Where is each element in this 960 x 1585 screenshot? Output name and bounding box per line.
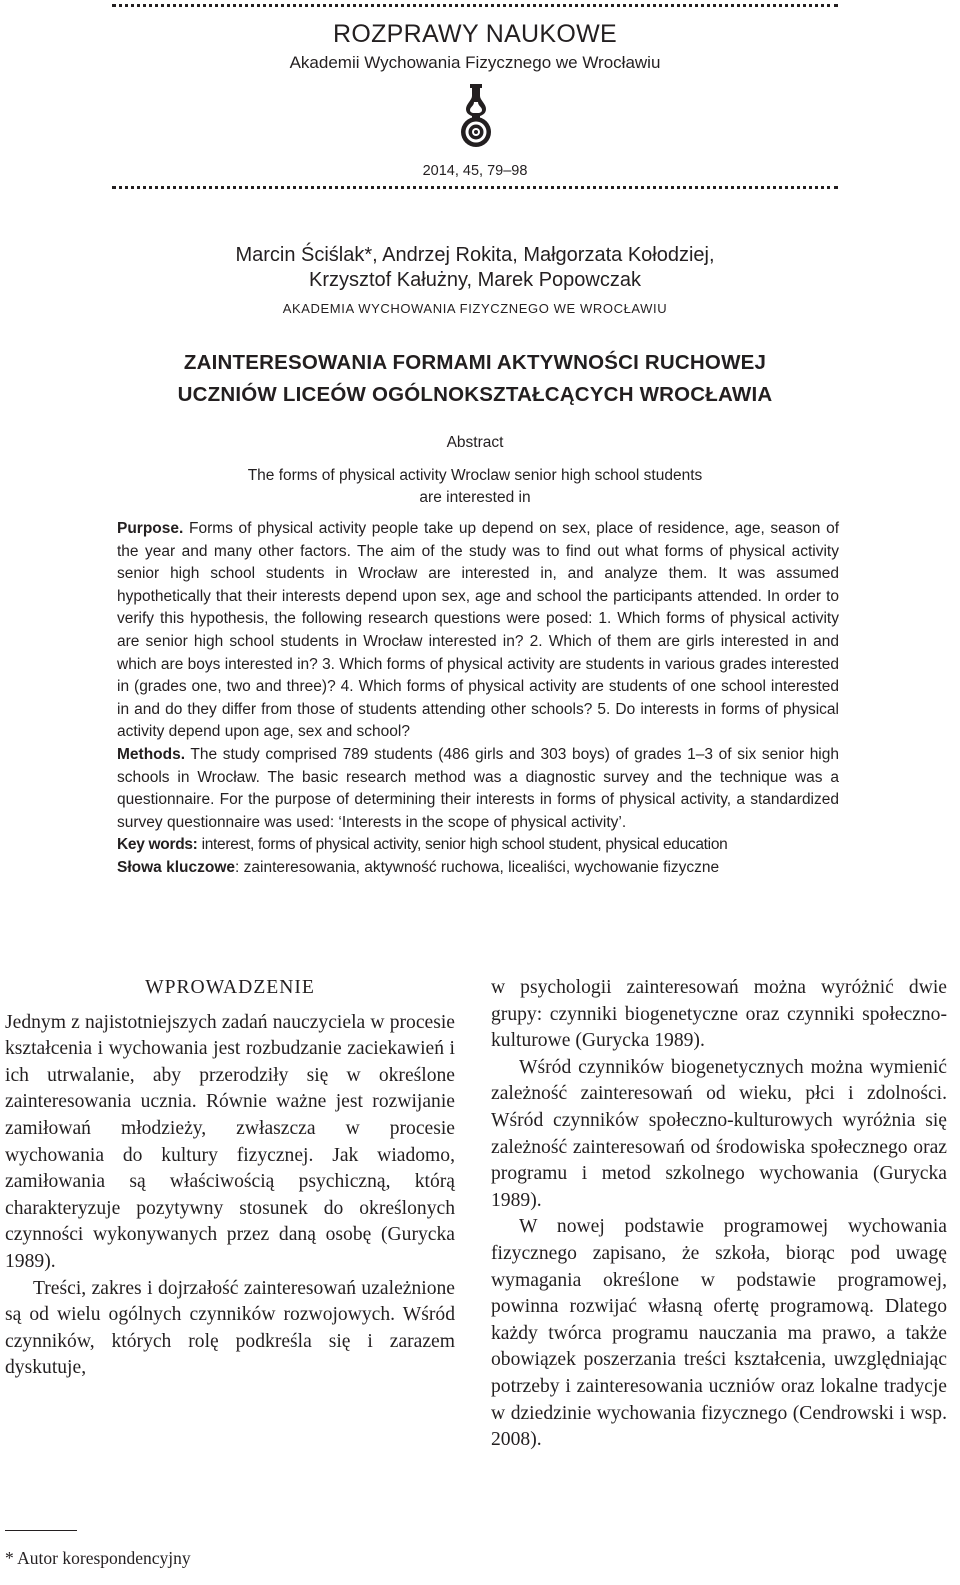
body-column-left [5,975,455,1382]
abstract-methods [117,744,839,834]
methods-label: Methods. [117,745,186,763]
methods-text: The study comprised 789 students (486 girls and 303 boys) of grades 1–3 of six senior high schools in Wrocław. The basic research method was a diagnostic survey and the technique was a questionnaire. For the purpose of determining their interests in forms of physical activity, a standardized survey questionnaire was used: ‘Interests in the scope of physical activity’. [117,745,839,831]
abstract-title-line-1: The forms of physical activity Wroclaw senior high school students [247,467,703,484]
abstract-purpose [117,518,839,744]
title-line-2: UCZNIÓW LICEÓW OGÓLNOKSZTAŁCĄCYCH WROCŁAWIA [177,383,773,406]
affiliation: AKADEMIA WYCHOWANIA FIZYCZNEGO WE WROCŁAWIU [282,301,668,316]
top-dotted-rule [112,4,838,7]
keywords-pl [117,857,839,880]
author-line-1: Marcin Ściślak*, Andrzej Rokita, Małgorzata Kołodziej, [235,244,715,266]
mid-dotted-rule [112,186,838,189]
abstract-english-title [112,465,838,509]
keywords-pl-label: Słowa kluczowe [117,858,236,876]
body-paragraph: Treści, zakres i dojrzałość zainteresowań uzależnione są od wielu ogólnych czynników rozwojowych. Wśród czynników, których rolę podkreśla się i zarazem dyskutuje, [5,1277,455,1379]
body-paragraph: W nowej podstawie programowej wychowania fizycznego zapisano, że szkoła, biorąc pod uwagę wymagania określone w podstawie programowej, powinna rozwijać własną ofertę programową. Dlatego każdy twórca programu nauczania ma prawo, a także obowiązek poszerzania treści kształcenia, uwzględniając potrzeby i zainteresowania uczniów oraz lokalne tradycje w dziedzinie wychowania fizycznego (Cendrowski i wsp. 2008). [491,1216,947,1451]
body-paragraph: w psychologii zainteresowań można wyróżnić dwie grupy: czynniki biogenetyczne oraz czynniki społeczno-kulturowe (Gurycka 1989). [491,977,947,1052]
author-list [112,243,838,293]
keywords-label: Key words: [117,836,198,854]
body-column-right [491,975,947,1454]
awf-logo-icon [456,82,496,148]
purpose-text: Forms of physical activity people take up depend on sex, place of residence, age, season of the year and many other factors. The aim of the study was to find out what forms of physical activity senior high school students in Wrocław are interested in, and analyze them. It was assumed hypothetically that their interests depend upon sex, age and school the participants attended. In order to verify this hypothesis, the following research questions were posed: 1. Which forms of physical activity are senior high school students in Wrocław interested in? 2. Which of them are girls interested in and which are boys interested in? 3. Which forms of physical activity are students in various grades interested in (grades one, two and three)? 4. Which forms of physical activity are students of one school interested in and do they differ from those of students attending other schools? 5. Do interests in forms of physical activity depend upon age, sex and school? [117,520,839,741]
issue-citation: 2014, 45, 79–98 [422,163,528,179]
abstract-title-line-2: are interested in [419,489,531,506]
section-heading: WPROWADZENIE [145,977,315,998]
keywords-text: interest, forms of physical activity, senior high school student, physical education [197,836,728,854]
footnote-rule [5,1530,77,1531]
body-paragraph: Wśród czynników biogenetycznych można wymienić zależność zainteresowań od wieku, płci i zdolności. Wśród czynników społeczno-kulturowych wyróżnia się zależność zainteresowań od środowiska społecznego oraz programu i metod szkolnego wychowania (Gurycka 1989). [491,1056,947,1211]
journal-title: ROZPRAWY NAUKOWE [333,20,617,48]
keywords-pl-text: : zainteresowania, aktywność ruchowa, licealiści, wychowanie fizyczne [235,858,720,876]
purpose-label: Purpose. [117,520,184,537]
author-line-2: Krzysztof Kałużny, Marek Popowczak [309,269,641,291]
article-title [112,347,838,411]
abstract-label: Abstract [446,434,504,451]
body-paragraph: Jednym z najistotniejszych zadań nauczyciela w procesie kształcenia i wychowania jest rozbudzanie zaciekawień i ich utrwalanie, aby przerodziły się w określone zainteresowania ucznia. Równie ważne jest rozwijanie zamiłowań młodzieży, zwłaszcza w procesie wychowania do kultury fizycznej. Jak wiadomo, zamiłowania są właściwością psychiczną, którą charakteryzuje pozytywny stosunek do określonych czynności wykonywanych przez daną osobę (Gurycka 1989). [5,1011,455,1272]
abstract-body [117,518,839,880]
footnote: * Autor korespondencyjny [5,1548,191,1568]
keywords-en [117,834,839,857]
title-line-1: ZAINTERESOWANIA FORMAMI AKTYWNOŚCI RUCHOWEJ [183,351,767,374]
journal-subtitle: Akademii Wychowania Fizycznego we Wrocławiu [289,53,661,72]
